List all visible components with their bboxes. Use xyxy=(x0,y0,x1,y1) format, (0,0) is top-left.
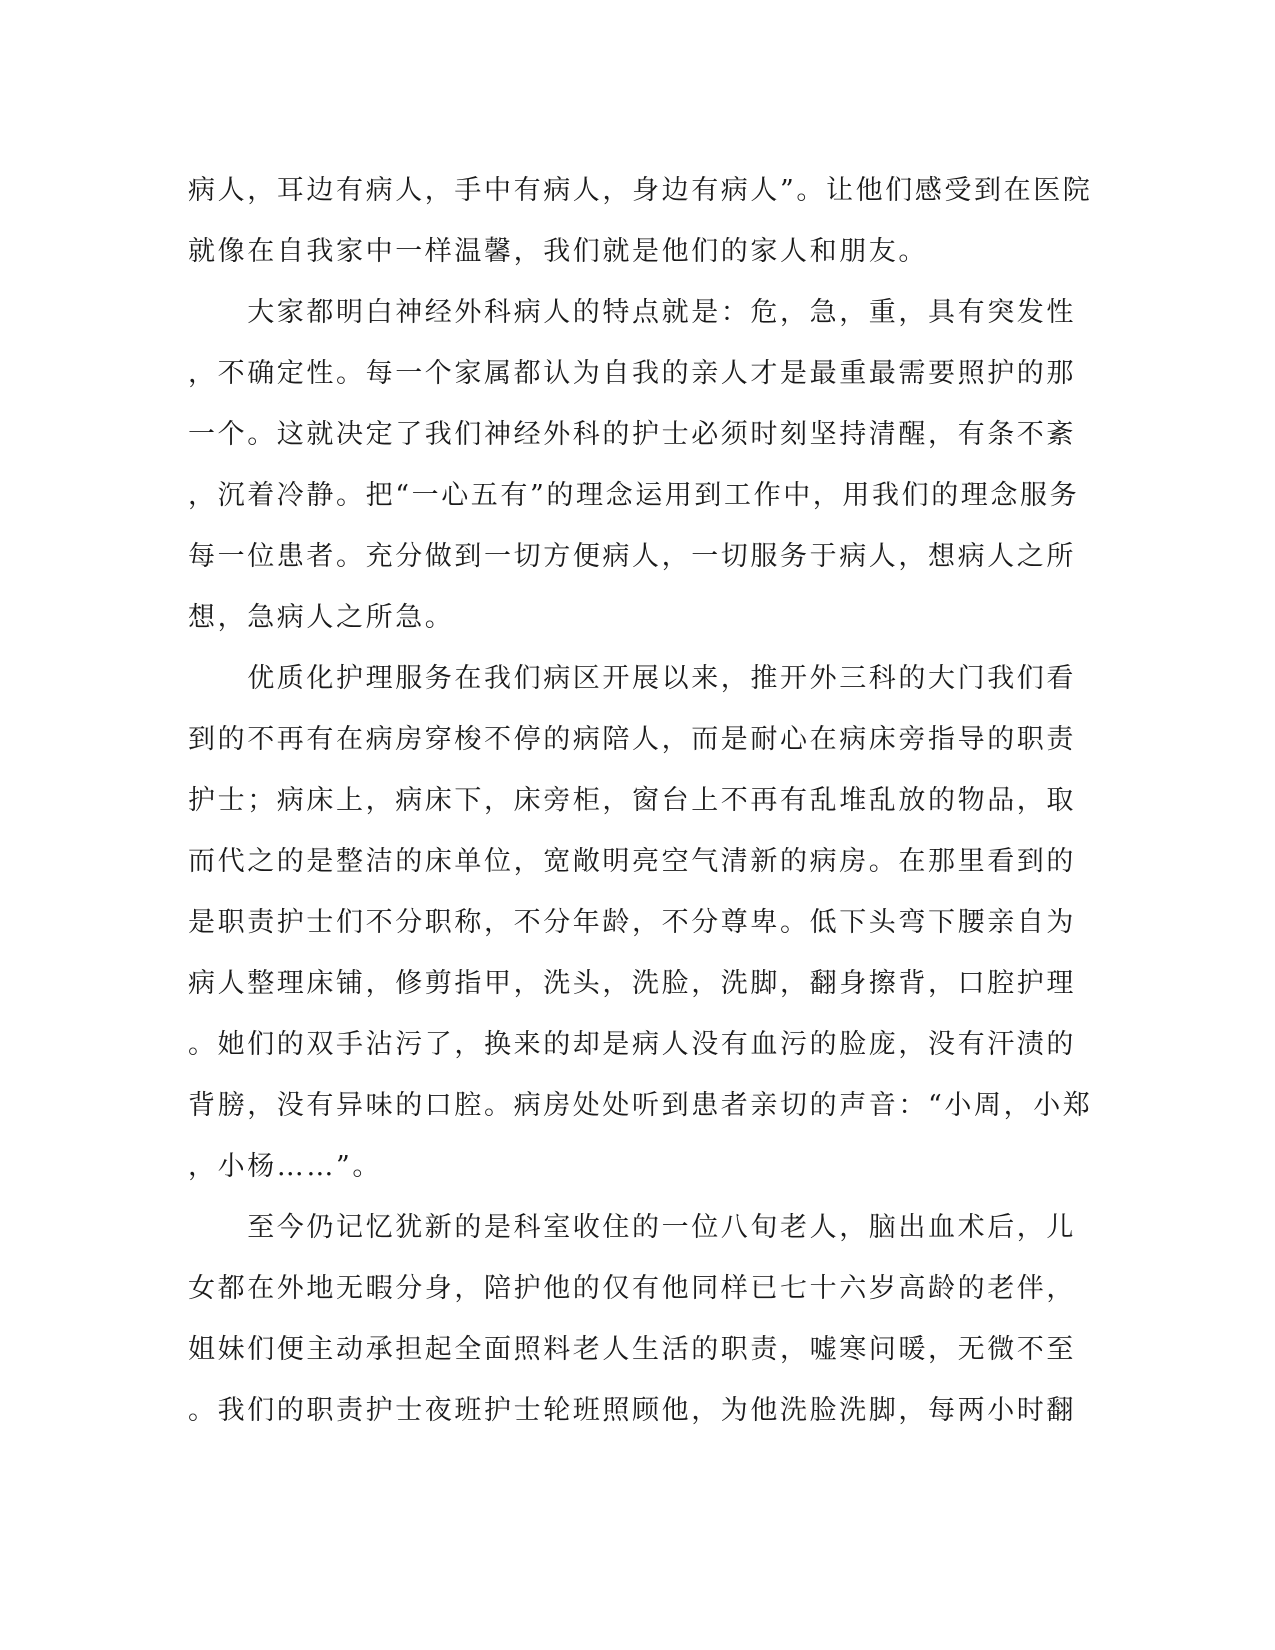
text-line: 姐妹们便主动承担起全面照料老人生活的职责，嘘寒问暖，无微不至 xyxy=(188,1334,1076,1365)
text-line: ，沉着冷静。把“一心五有”的理念运用到工作中，用我们的理念服务 xyxy=(188,480,1080,511)
text-line: ，小杨……”。 xyxy=(188,1151,383,1182)
text-line: 病人，耳边有病人，手中有病人，身边有病人”。让他们感受到在医院 xyxy=(188,175,1093,206)
text-line: 一个。这就决定了我们神经外科的护士必须时刻坚持清醒，有条不紊 xyxy=(188,419,1076,450)
text-line: 是职责护士们不分职称，不分年龄，不分尊卑。低下头弯下腰亲自为 xyxy=(188,907,1076,938)
text-line: 至今仍记忆犹新的是科室收住的一位八旬老人，脑出血术后，儿 xyxy=(188,1212,1076,1243)
text-line: 背膀，没有异味的口腔。病房处处听到患者亲切的声音：“小周，小郑 xyxy=(188,1090,1093,1121)
text-line: ，不确定性。每一个家属都认为自我的亲人才是最重最需要照护的那 xyxy=(188,358,1076,389)
body-text xyxy=(188,160,1093,1441)
text-line: 每一位患者。充分做到一切方便病人，一切服务于病人，想病人之所 xyxy=(188,541,1076,572)
text-line: 。她们的双手沾污了，换来的却是病人没有血污的脸庞，没有汗渍的 xyxy=(188,1029,1076,1060)
text-line: 就像在自我家中一样温馨，我们就是他们的家人和朋友。 xyxy=(188,236,928,267)
text-line: 女都在外地无暇分身，陪护他的仅有他同样已七十六岁高龄的老伴， xyxy=(188,1273,1076,1304)
text-line: 优质化护理服务在我们病区开展以来，推开外三科的大门我们看 xyxy=(188,663,1076,694)
text-line: 而代之的是整洁的床单位，宽敞明亮空气清新的病房。在那里看到的 xyxy=(188,846,1076,877)
text-line: 护士；病床上，病床下，床旁柜，窗台上不再有乱堆乱放的物品，取 xyxy=(188,785,1076,816)
text-line: 到的不再有在病房穿梭不停的病陪人，而是耐心在病床旁指导的职责 xyxy=(188,724,1076,755)
text-line: 想，急病人之所急。 xyxy=(188,602,455,633)
text-line: 。我们的职责护士夜班护士轮班照顾他，为他洗脸洗脚，每两小时翻 xyxy=(188,1395,1076,1426)
text-line: 病人整理床铺，修剪指甲，洗头，洗脸，洗脚，翻身擦背，口腔护理 xyxy=(188,968,1076,999)
text-line: 大家都明白神经外科病人的特点就是：危，急，重，具有突发性 xyxy=(188,297,1076,328)
